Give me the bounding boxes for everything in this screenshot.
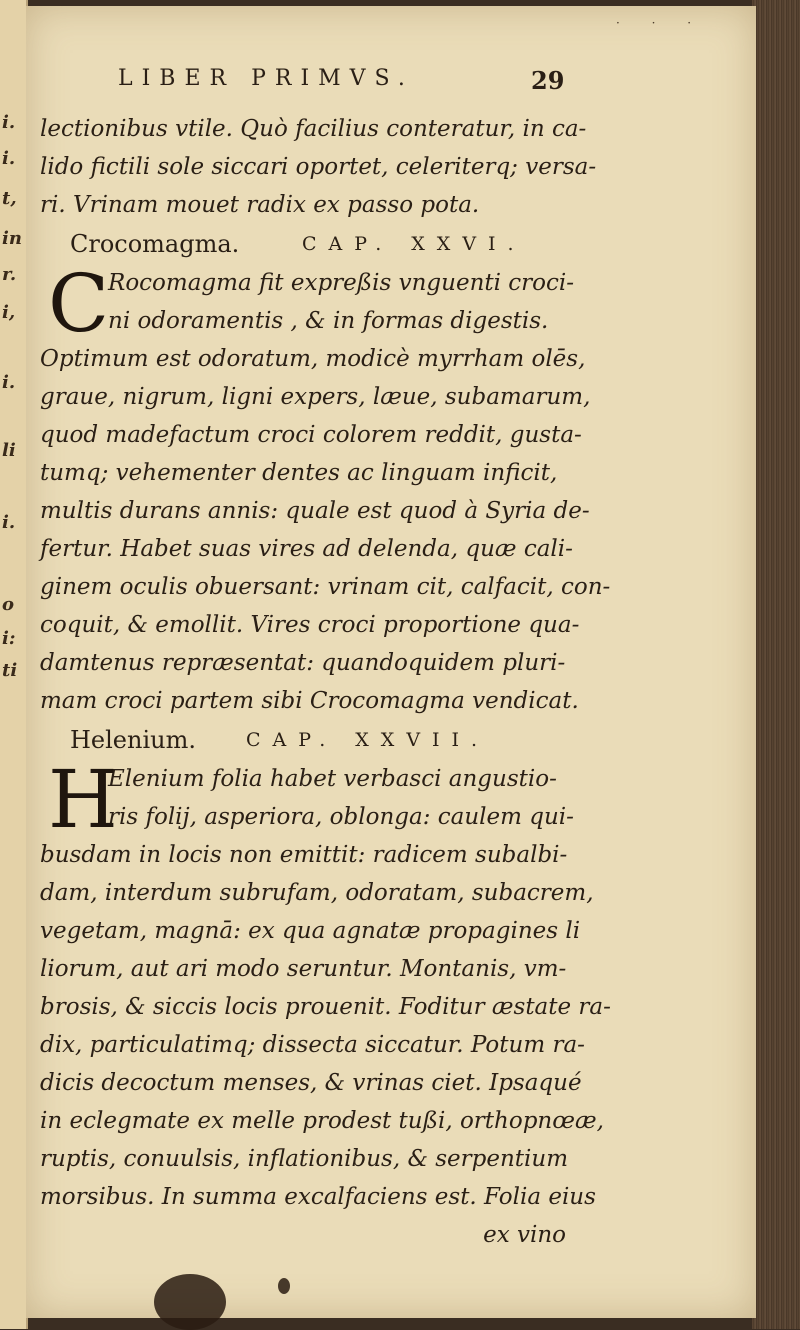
- text-line: damtenus repræsentat: quandoquidem pluri-: [40, 650, 566, 676]
- drop-capital: H: [48, 753, 118, 846]
- text-line: ri. Vrinam mouet radix ex passo pota.: [40, 192, 480, 218]
- text-line: lectionibus vtile. Quò facilius conteratur, in ca-: [40, 116, 587, 142]
- text-line: busdam in locis non emittit: radicem subalbi-: [40, 842, 568, 868]
- drop-capital: C: [48, 257, 110, 350]
- page-number: 29: [531, 66, 565, 95]
- bleed-text: i.: [2, 512, 16, 533]
- chapter-opening: [40, 257, 575, 350]
- chapter-title: Helenium.: [70, 726, 196, 754]
- bleed-text: ti: [2, 660, 18, 681]
- text-line: dicis decoctum menses, & vrinas ciet. Ipsaqué: [40, 1070, 582, 1096]
- text-line: ginem oculis obuersant: vrinam cit, calfacit, con-: [40, 574, 611, 600]
- previous-page-strip: [0, 0, 28, 1329]
- bleed-text: i,: [2, 302, 16, 323]
- text-line: ni odoramentis , & in formas digestis.: [108, 308, 549, 334]
- chapter-heading: [40, 720, 570, 760]
- chapter-heading: [40, 224, 570, 264]
- text-line: tumq; vehementer dentes ac linguam inficit,: [40, 460, 558, 486]
- text-line: in eclegmate ex melle prodest tußi, orthopnœæ,: [40, 1108, 604, 1134]
- text-line: dam, interdum subrufam, odoratam, subacrem,: [40, 880, 594, 906]
- catchword: ex vino: [483, 1222, 566, 1248]
- book-page-edges: [752, 0, 800, 1329]
- ink-spot: [278, 1278, 290, 1294]
- text-line: multis durans annis: quale est quod à Syria de-: [40, 498, 590, 524]
- text-line: fertur. Habet suas vires ad delenda, quæ cali-: [40, 536, 573, 562]
- chapter-title: Crocomagma.: [70, 230, 240, 258]
- text-line: lido fictili sole siccari oportet, celeriterq; versa-: [40, 154, 597, 180]
- text-line: morsibus. In summa excalfaciens est. Folia eius: [40, 1184, 596, 1210]
- text-line: graue, nigrum, ligni expers, læue, subamarum,: [40, 384, 591, 410]
- page-header: [26, 66, 756, 102]
- running-title: LIBER PRIMVS.: [118, 66, 414, 91]
- chapter-opening: [40, 753, 574, 846]
- text-line: brosis, & siccis locis prouenit. Foditur æstate ra-: [40, 994, 611, 1020]
- page-body: [40, 110, 611, 1254]
- text-line: Optimum est odoratum, modicè myrrham olēs,: [40, 346, 586, 372]
- bleed-text: in: [2, 228, 22, 249]
- ink-blot: [154, 1274, 226, 1330]
- page-specks: · · ·: [616, 16, 706, 30]
- book-page: [26, 6, 756, 1318]
- text-line: vegetam, magnā: ex qua agnatæ propagines li: [40, 918, 581, 944]
- bleed-text: o: [2, 594, 15, 615]
- text-line: ris folij, asperiora, oblonga: caulem qui-: [108, 804, 574, 830]
- text-line: coquit, & emollit. Vires croci proportione qua-: [40, 612, 580, 638]
- text-line: quod madefactum croci colorem reddit, gusta-: [40, 422, 582, 448]
- bleed-text: t,: [2, 188, 17, 209]
- bleed-text: r.: [2, 264, 17, 285]
- text-line: liorum, aut ari modo seruntur. Montanis, vm-: [40, 956, 567, 982]
- text-line: dix, particulatimq; dissecta siccatur. Potum ra-: [40, 1032, 585, 1058]
- bleed-text: i.: [2, 148, 16, 169]
- text-line: Rocomagma fit expreßis vnguenti croci-: [108, 270, 575, 296]
- text-line: mam croci partem sibi Crocomagma vendicat.: [40, 688, 579, 714]
- text-line: Elenium folia habet verbasci angustio-: [108, 766, 557, 792]
- bleed-text: i.: [2, 372, 16, 393]
- bleed-text: li: [2, 440, 16, 461]
- bleed-text: i.: [2, 112, 16, 133]
- chapter-number: CAP. XXVII.: [246, 729, 490, 751]
- chapter-number: CAP. XXVI.: [302, 233, 526, 255]
- bleed-text: i:: [2, 628, 16, 649]
- text-line: ruptis, conuulsis, inflationibus, & serpentium: [40, 1146, 569, 1172]
